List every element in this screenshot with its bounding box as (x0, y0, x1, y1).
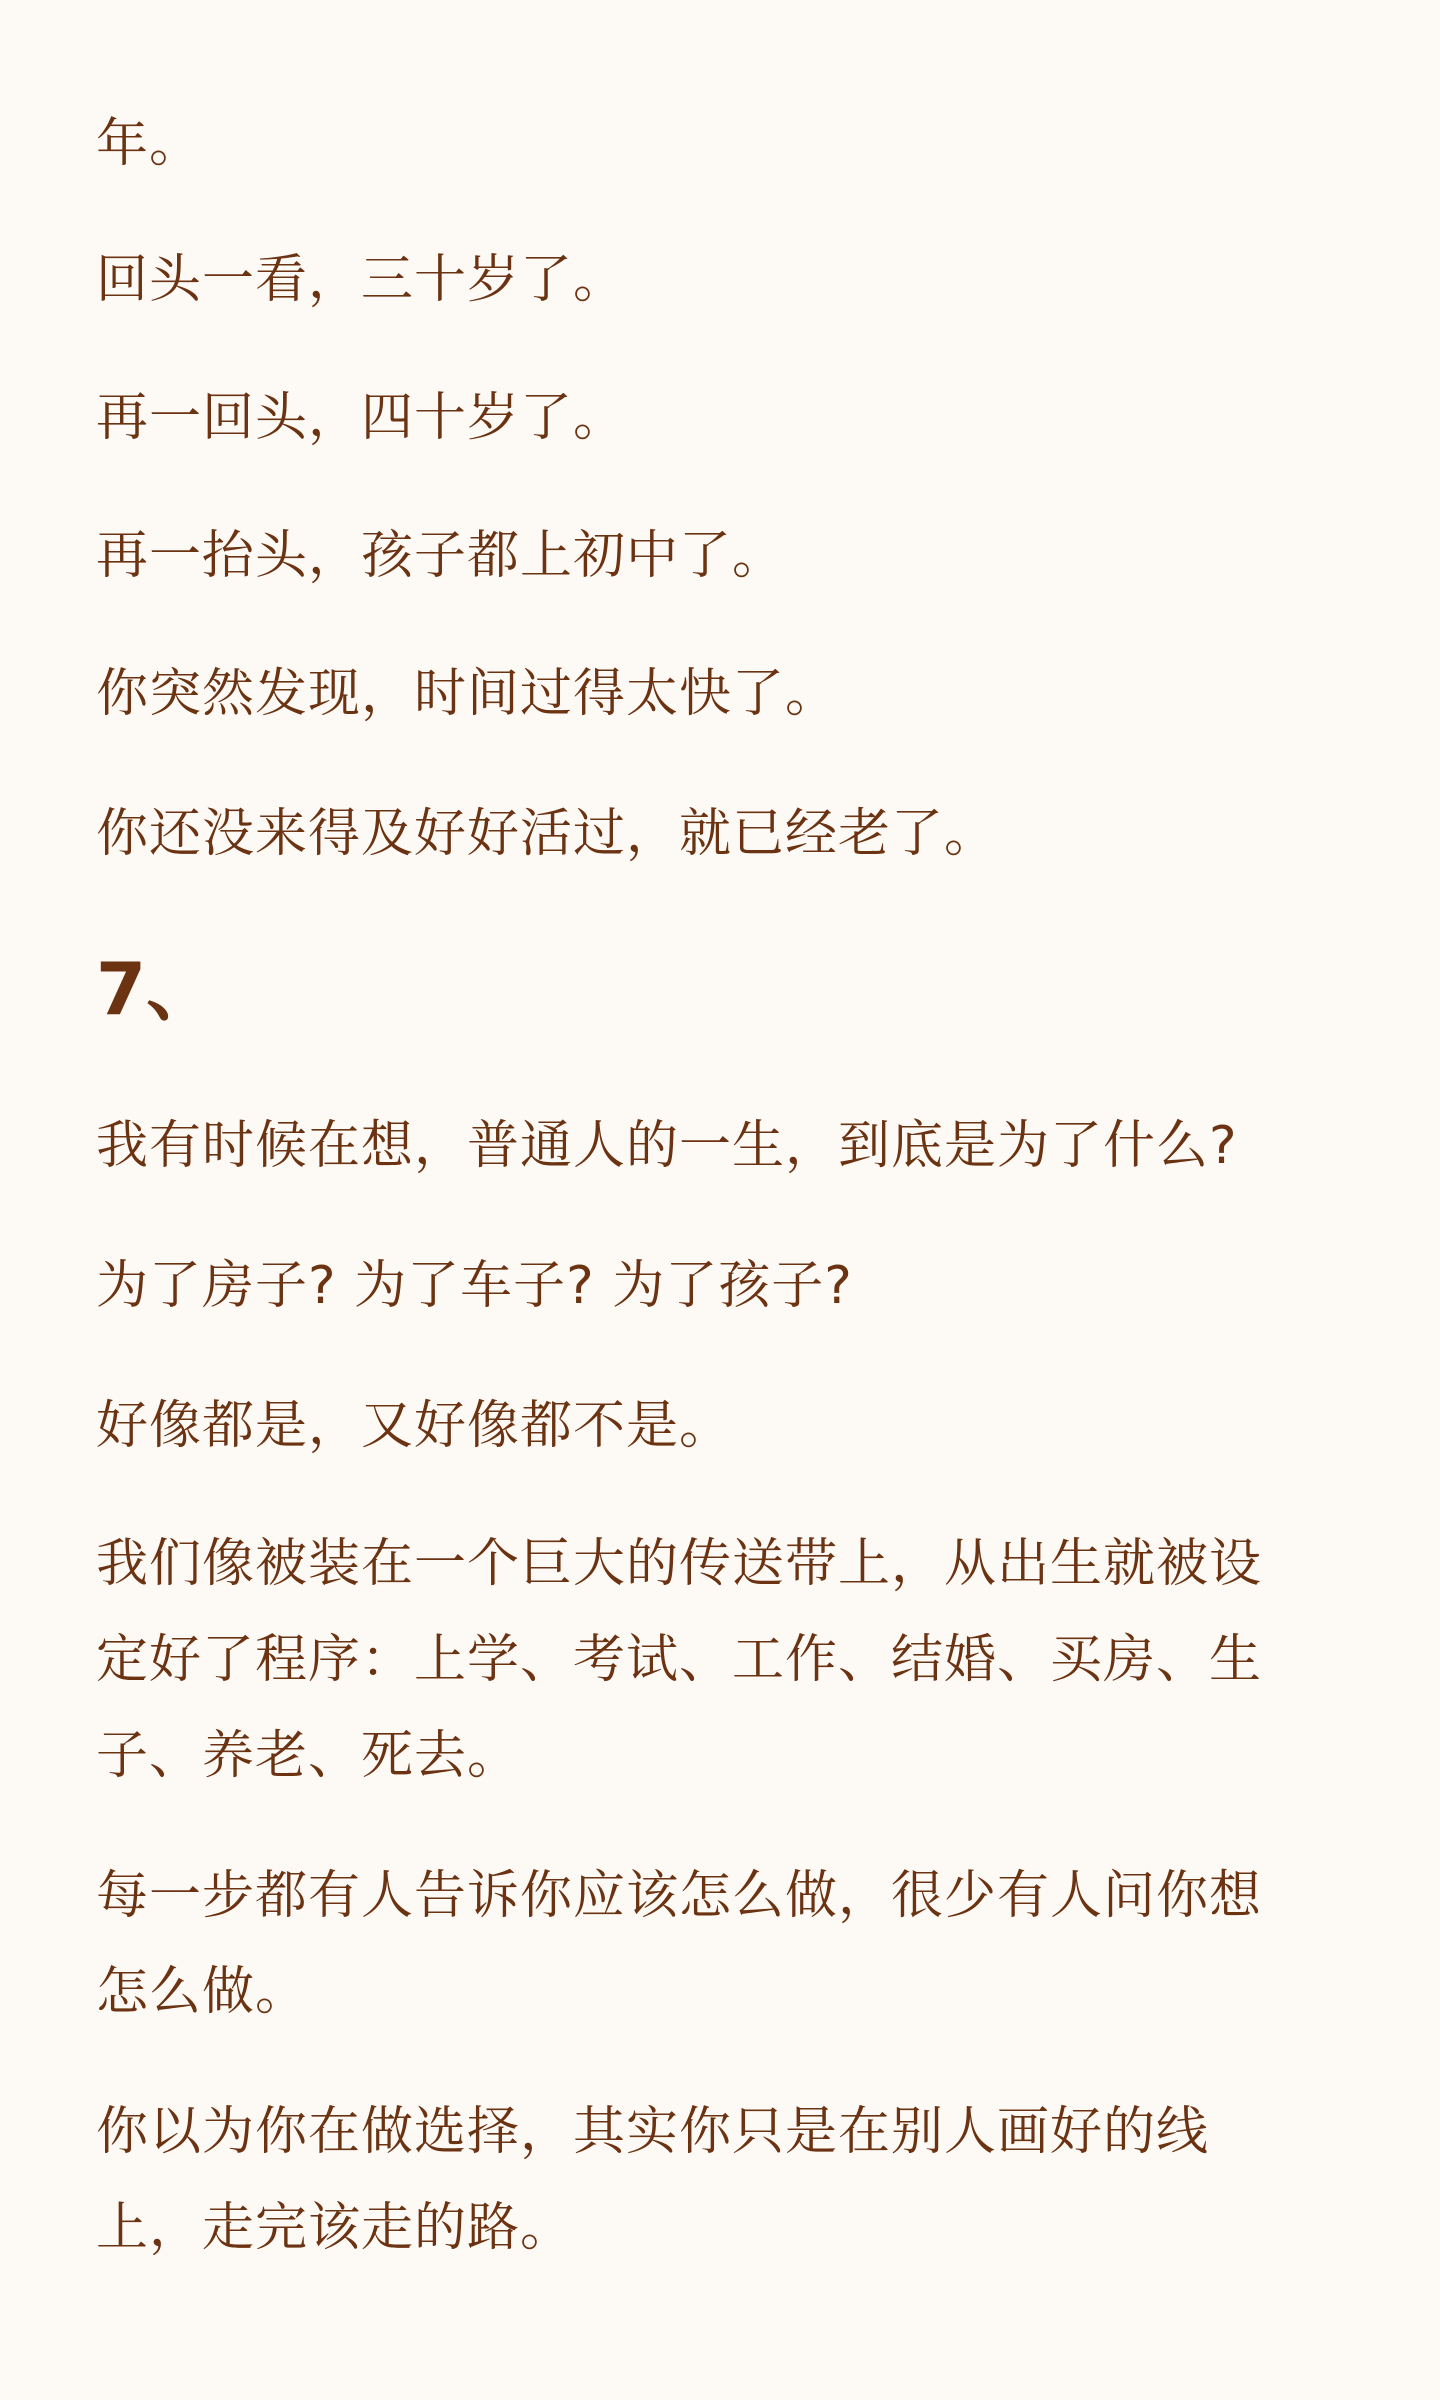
paragraph-6: 你还没来得及好好活过，就已经老了。 (96, 804, 998, 864)
section-heading: 7、 (96, 947, 219, 1031)
paragraph-9: 好像都是，又好像都不是。 (96, 1396, 733, 1456)
paragraph-4: 再一抬头，孩子都上初中了。 (96, 526, 786, 586)
paragraph-11 (96, 1848, 1346, 2040)
paragraph-3: 再一回头，四十岁了。 (96, 388, 627, 448)
paragraph-11-line-2: 怎么做。 (96, 1962, 309, 2022)
paragraph-10 (96, 1516, 1346, 1804)
paragraph-5: 你突然发现，时间过得太快了。 (96, 664, 839, 724)
paragraph-1: 年。 (96, 114, 203, 174)
paragraph-10-line-2: 定好了程序：上学、考试、工作、结婚、买房、生 (96, 1630, 1263, 1690)
paragraph-7: 我有时候在想，普通人的一生，到底是为了什么? (96, 1116, 1238, 1176)
paragraph-10-line-3: 子、养老、死去。 (96, 1726, 521, 1786)
paragraph-12-line-2: 上，走完该走的路。 (96, 2198, 574, 2258)
paragraph-12-line-1: 你以为你在做选择，其实你只是在别人画好的线 (96, 2102, 1210, 2162)
paragraph-11-line-1: 每一步都有人告诉你应该怎么做，很少有人问你想 (96, 1866, 1263, 1926)
paragraph-12 (96, 2084, 1346, 2276)
paragraph-10-line-1: 我们像被装在一个巨大的传送带上，从出生就被设 (96, 1534, 1263, 1594)
paragraph-2: 回头一看，三十岁了。 (96, 250, 627, 310)
paragraph-8: 为了房子? 为了车子? 为了孩子? (96, 1256, 853, 1316)
